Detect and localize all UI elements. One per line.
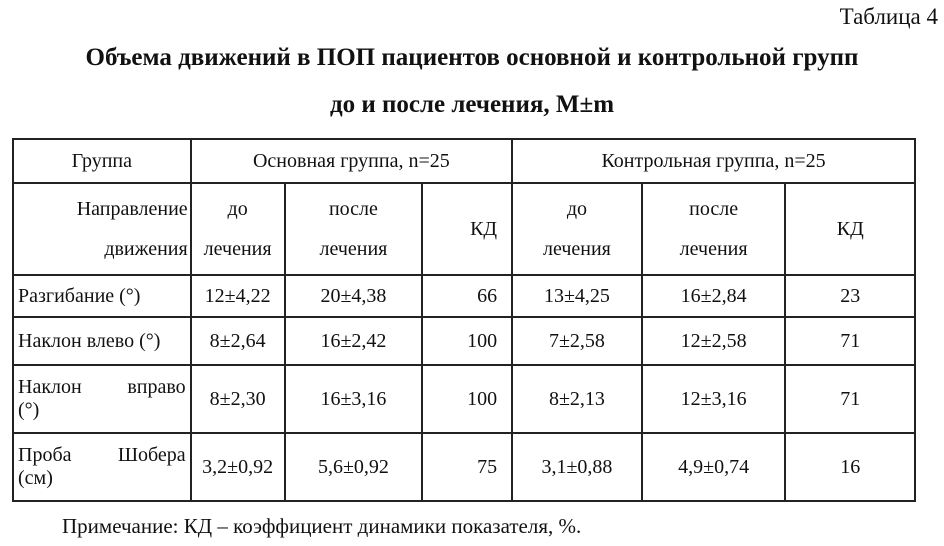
- ctrl-before-cell: 7±2,58: [512, 317, 642, 365]
- ctrl-after-line1: после: [689, 198, 739, 220]
- table-header-row-columns: [13, 183, 915, 275]
- main-before-line1: до: [227, 198, 248, 220]
- table-row: [13, 275, 915, 317]
- main-kd-cell: 75: [422, 433, 512, 501]
- ctrl-kd-header: КД: [785, 183, 915, 275]
- table-row: [13, 317, 915, 365]
- row-label: Наклон влево (°): [13, 317, 191, 365]
- ctrl-kd-cell: 71: [785, 365, 915, 433]
- main-after-cell: 5,6±0,92: [285, 433, 423, 501]
- main-before-cell: 8±2,30: [191, 365, 285, 433]
- direction-header-cell: [13, 183, 191, 275]
- main-after-line2: лечения: [319, 238, 388, 260]
- direction-header-line1: Направление: [76, 198, 188, 220]
- main-kd-cell: 100: [422, 317, 512, 365]
- ctrl-before-line1: до: [566, 198, 588, 220]
- table-note: Примечание: КД – коэффициент динамики показателя, %.: [62, 514, 582, 538]
- main-after-header: [285, 183, 423, 275]
- table-row: [13, 365, 915, 433]
- ctrl-kd-cell: 71: [785, 317, 915, 365]
- table-title-line2: до и после лечения, M±m: [329, 91, 615, 118]
- ctrl-after-cell: 12±3,16: [642, 365, 786, 433]
- row-label: [13, 365, 191, 433]
- ctrl-after-cell: 12±2,58: [642, 317, 786, 365]
- group-header-cell: Группа: [13, 139, 191, 183]
- ctrl-after-cell: 4,9±0,74: [642, 433, 786, 501]
- table-number-label: Таблица 4: [839, 4, 938, 29]
- ctrl-after-cell: 16±2,84: [642, 275, 786, 317]
- ctrl-before-header: [512, 183, 642, 275]
- table-title-line1: Объема движений в ПОП пациентов основной и контрольной групп: [85, 44, 859, 71]
- ctrl-before-cell: 3,1±0,88: [512, 433, 642, 501]
- main-before-cell: 12±4,22: [191, 275, 285, 317]
- main-before-cell: 3,2±0,92: [191, 433, 285, 501]
- main-before-cell: 8±2,64: [191, 317, 285, 365]
- main-before-line2: лечения: [203, 238, 272, 260]
- ctrl-after-line2: лечения: [679, 238, 748, 260]
- main-kd-header: КД: [422, 183, 512, 275]
- direction-header-line2: движения: [104, 238, 188, 260]
- ctrl-after-header: [642, 183, 786, 275]
- row-label-line2: (см): [18, 467, 53, 489]
- control-group-header: Контрольная группа, n=25: [512, 139, 915, 183]
- main-after-cell: 16±2,42: [285, 317, 423, 365]
- main-after-cell: 20±4,38: [285, 275, 423, 317]
- row-label-line1: Наклон вправо: [18, 376, 186, 398]
- table-header-row-groups: [13, 139, 915, 183]
- row-label: [13, 433, 191, 501]
- ctrl-kd-cell: 23: [785, 275, 915, 317]
- main-kd-cell: 66: [422, 275, 512, 317]
- ctrl-before-cell: 8±2,13: [512, 365, 642, 433]
- row-label: Разгибание (°): [13, 275, 191, 317]
- main-kd-cell: 100: [422, 365, 512, 433]
- row-label-line2: (°): [18, 399, 40, 421]
- ctrl-kd-cell: 16: [785, 433, 915, 501]
- data-table: [12, 138, 916, 502]
- main-after-cell: 16±3,16: [285, 365, 423, 433]
- ctrl-before-cell: 13±4,25: [512, 275, 642, 317]
- main-after-line1: после: [328, 198, 378, 220]
- table-row: [13, 433, 915, 501]
- ctrl-before-line2: лечения: [542, 238, 611, 260]
- main-group-header: Основная группа, n=25: [191, 139, 512, 183]
- row-label-line1: Проба Шобера: [18, 444, 186, 466]
- main-before-header: [191, 183, 285, 275]
